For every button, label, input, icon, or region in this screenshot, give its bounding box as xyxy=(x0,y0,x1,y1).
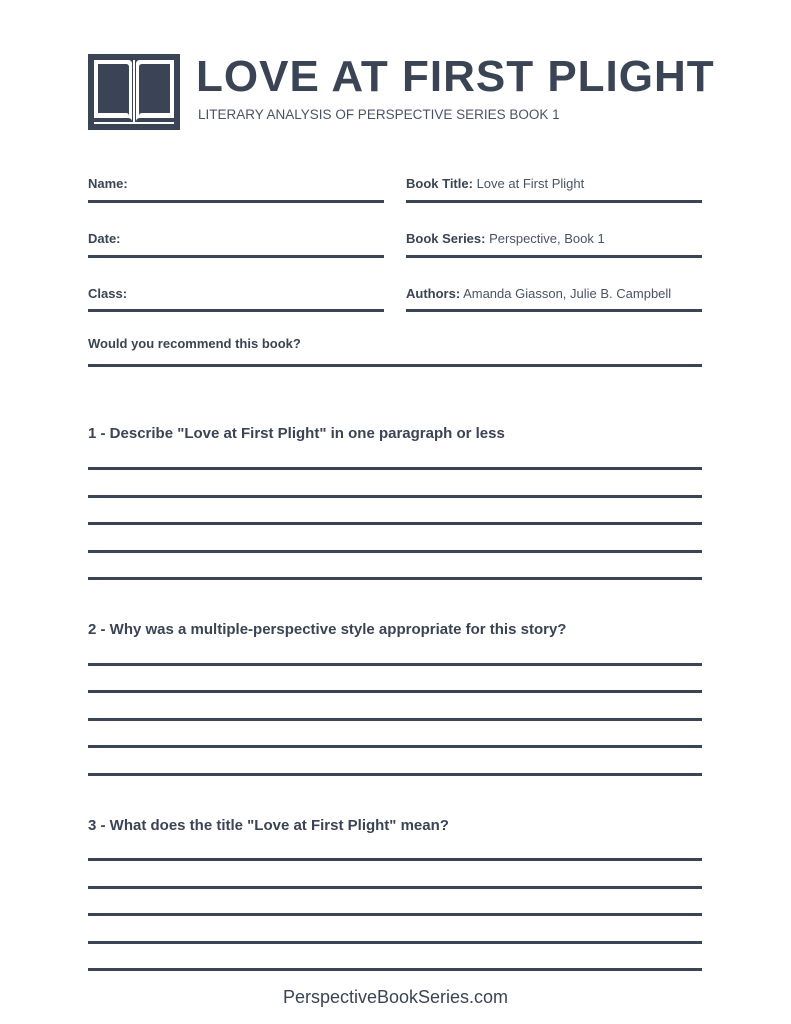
book-series-line xyxy=(406,255,702,258)
answer-line[interactable] xyxy=(88,858,702,861)
question-3: 3 - What does the title "Love at First Plight" mean? xyxy=(88,817,449,834)
book-title-field xyxy=(406,176,584,192)
answer-line[interactable] xyxy=(88,718,702,721)
class-field-line[interactable] xyxy=(88,309,384,312)
answer-line[interactable] xyxy=(88,968,702,971)
book-title-label: Book Title: xyxy=(406,176,473,191)
authors-value: Amanda Giasson, Julie B. Campbell xyxy=(463,286,672,301)
book-series-value: Perspective, Book 1 xyxy=(489,231,605,246)
book-series-field xyxy=(406,231,605,247)
name-field-label: Name: xyxy=(88,176,128,191)
page-title: LOVE AT FIRST PLIGHT xyxy=(196,52,715,101)
answer-line[interactable] xyxy=(88,522,702,525)
name-field-line[interactable] xyxy=(88,200,384,203)
footer-website: PerspectiveBookSeries.com xyxy=(282,987,509,1007)
book-title-line xyxy=(406,200,702,203)
open-book-icon xyxy=(88,52,180,130)
book-title-value: Love at First Plight xyxy=(476,176,585,191)
answer-line[interactable] xyxy=(88,690,702,693)
answer-line[interactable] xyxy=(88,886,702,889)
date-field-line[interactable] xyxy=(88,255,384,258)
recommend-field-label: Would you recommend this book? xyxy=(88,336,301,351)
answer-line[interactable] xyxy=(88,913,702,916)
answer-line[interactable] xyxy=(88,941,702,944)
authors-field xyxy=(406,286,671,302)
book-series-label: Book Series: xyxy=(406,231,486,246)
question-1: 1 - Describe "Love at First Plight" in one paragraph or less xyxy=(88,425,505,442)
authors-line xyxy=(406,309,702,312)
answer-line[interactable] xyxy=(88,663,702,666)
question-2: 2 - Why was a multiple-perspective style appropriate for this story? xyxy=(88,621,567,638)
class-field-label: Class: xyxy=(88,286,128,301)
date-field-label: Date: xyxy=(88,231,121,246)
page-subtitle: LITERARY ANALYSIS OF PERSPECTIVE SERIES BOOK 1 xyxy=(198,107,560,122)
answer-line[interactable] xyxy=(88,467,702,470)
answer-line[interactable] xyxy=(88,773,702,776)
answer-line[interactable] xyxy=(88,495,702,498)
answer-line[interactable] xyxy=(88,745,702,748)
answer-line[interactable] xyxy=(88,577,702,580)
recommend-field-line[interactable] xyxy=(88,364,702,367)
answer-line[interactable] xyxy=(88,550,702,553)
authors-label: Authors: xyxy=(406,286,461,301)
